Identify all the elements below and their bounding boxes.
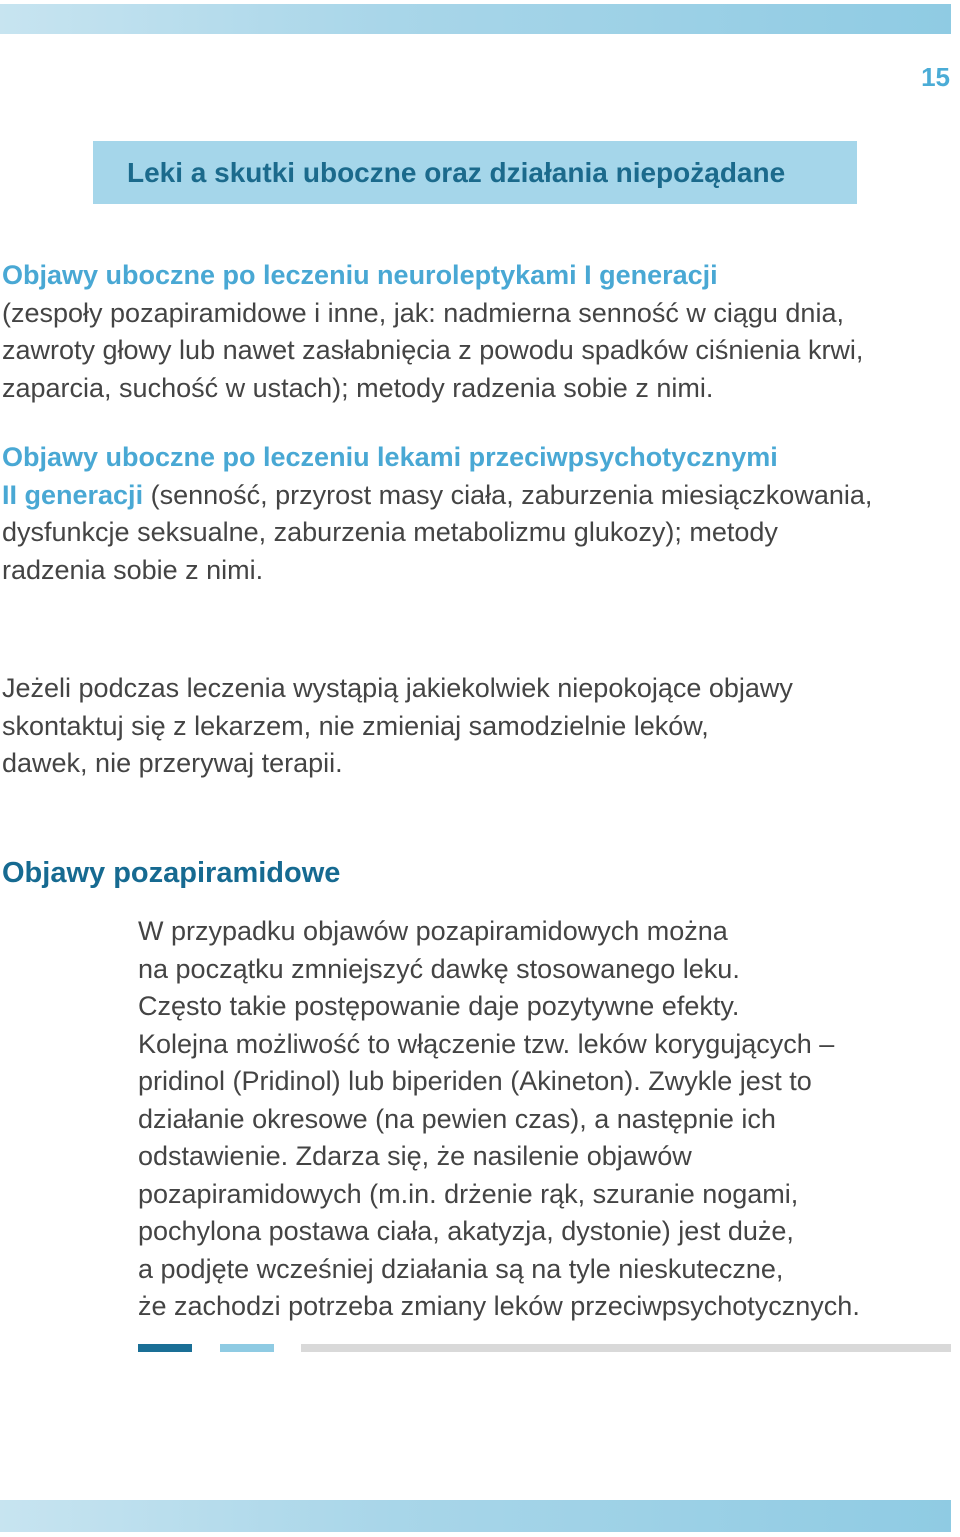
section-body bbox=[138, 913, 938, 1326]
paragraph2-line: radzenia sobie z nimi. bbox=[2, 554, 264, 585]
page-title: Leki a skutki uboczne oraz działania niepożądane bbox=[127, 156, 786, 188]
section-line: Kolejna możliwość to włączenie tzw. leków korygujących – bbox=[138, 1028, 835, 1059]
paragraph3-line: Jeżeli podczas leczenia wystąpią jakiekolwiek niepokojące objawy bbox=[2, 673, 793, 703]
paragraph2-text: (senność, przyrost masy ciała, zaburzenia miesiączkowania, bbox=[143, 479, 873, 510]
paragraph1-line: (zespoły pozapiramidowe i inne, jak: nadmierna senność w ciągu dnia, bbox=[2, 297, 844, 328]
divider-dark-segment bbox=[138, 1344, 192, 1352]
paragraph1-line: zaparcia, suchość w ustach); metody radzenia sobie z nimi. bbox=[2, 372, 714, 403]
paragraph2-line bbox=[2, 477, 947, 515]
paragraph-second-generation bbox=[2, 439, 947, 589]
section-line: W przypadku objawów pozapiramidowych można bbox=[138, 916, 728, 946]
section-line: pochylona postawa ciała, akatyzja, dystonie) jest duże, bbox=[138, 1216, 794, 1246]
top-decorative-band bbox=[0, 4, 951, 34]
page-number: 15 bbox=[921, 62, 950, 92]
paragraph1-heading: Objawy uboczne po leczeniu neuroleptykami I generacji bbox=[2, 260, 718, 290]
section-line: odstawienie. Zdarza się, że nasilenie objawów bbox=[138, 1141, 692, 1171]
paragraph3-line: dawek, nie przerywaj terapii. bbox=[2, 748, 343, 778]
paragraph2-heading: Objawy uboczne po leczeniu lekami przeciwpsychotycznymi bbox=[2, 442, 778, 472]
paragraph2-heading-cont: II generacji bbox=[2, 479, 144, 510]
section-title: Objawy pozapiramidowe bbox=[2, 857, 341, 889]
paragraph-first-generation bbox=[2, 257, 947, 407]
bottom-decorative-band bbox=[0, 1500, 951, 1532]
divider-light-segment bbox=[220, 1344, 274, 1352]
section-line: na początku zmniejszyć dawkę stosowanego leku. bbox=[138, 953, 740, 984]
title-box bbox=[93, 141, 857, 204]
section-line: Często takie postępowanie daje pozytywne efekty. bbox=[138, 991, 740, 1021]
section-line: że zachodzi potrzeba zmiany leków przeciwpsychotycznych. bbox=[138, 1291, 860, 1321]
section-line: pridinol (Pridinol) lub biperiden (Akineton). Zwykle jest to bbox=[138, 1066, 812, 1096]
paragraph-advice bbox=[2, 670, 947, 783]
section-line: działanie okresowe (na pewien czas), a następnie ich bbox=[138, 1103, 776, 1134]
divider-grey-line bbox=[301, 1344, 951, 1352]
section-line: a podjęte wcześniej działania są na tyle nieskuteczne, bbox=[138, 1253, 784, 1284]
paragraph1-line: zawroty głowy lub nawet zasłabnięcia z powodu spadków ciśnienia krwi, bbox=[2, 335, 864, 365]
paragraph3-line: skontaktuj się z lekarzem, nie zmieniaj samodzielnie leków, bbox=[2, 710, 709, 741]
paragraph2-line: dysfunkcje seksualne, zaburzenia metabolizmu glukozy); metody bbox=[2, 517, 778, 547]
section-line: pozapiramidowych (m.in. drżenie rąk, szuranie nogami, bbox=[138, 1178, 799, 1209]
